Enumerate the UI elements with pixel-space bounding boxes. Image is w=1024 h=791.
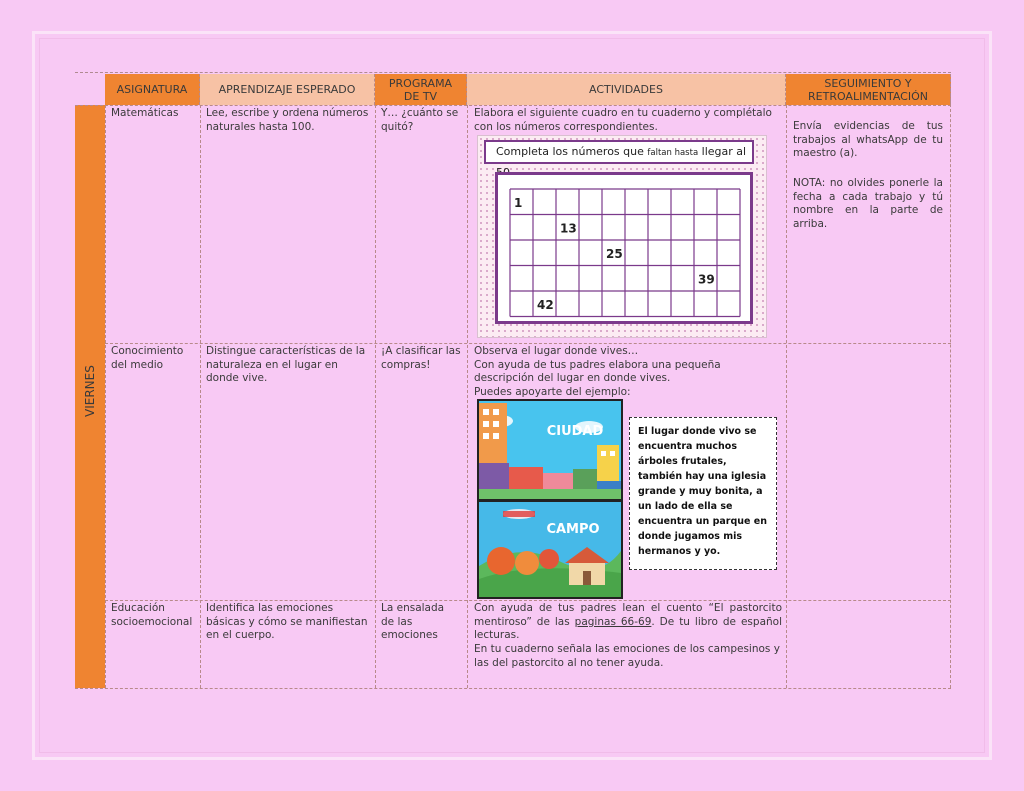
grid-line: [950, 74, 951, 688]
grid-number: 42: [537, 298, 554, 312]
row1-programa: Y… ¿cuánto se quitó?: [381, 107, 459, 133]
header-actividades: [467, 74, 786, 105]
row3-actividades-1c: . De tu libro de español lecturas.: [474, 615, 782, 641]
row3-actividades-2: En tu cuaderno señala las emociones de los campesinos y las del pastorcito al no tener ayuda.: [474, 643, 780, 669]
row3-actividades-1a: Con ayuda de tus padres lean el cuento “El pastorcito mentiroso” de las: [474, 602, 782, 628]
city-country-illustration: [477, 399, 623, 599]
grid-number: 39: [698, 272, 715, 287]
illustration-svg: [479, 401, 621, 597]
header-asignatura: [105, 74, 200, 105]
example-text-box: [629, 417, 777, 570]
grid-number: 1: [514, 196, 523, 210]
table-top-rule: [75, 72, 951, 73]
header-aprendizaje-label: APRENDIZAJE ESPERADO: [218, 83, 356, 96]
grid-line: [75, 105, 951, 106]
grid-line: [75, 688, 951, 689]
header-aprendizaje: [200, 74, 375, 105]
row2-asignatura: Conocimiento del medio: [111, 345, 184, 371]
row1-actividades: Elabora el siguiente cuadro en tu cuaderno y complétalo con los números correspondientes.: [474, 107, 772, 133]
grid-number: 25: [606, 247, 623, 261]
row3-programa: La ensalada de las emociones: [381, 602, 445, 641]
day-label: VIERNES: [83, 365, 97, 417]
header-actividades-label: ACTIVIDADES: [589, 83, 663, 96]
row3-asignatura: Educación socioemocional: [111, 602, 193, 628]
number-grid-svg: [498, 175, 750, 321]
city-label: CIUDAD: [546, 424, 604, 439]
row2-programa: ¡A clasificar las compras!: [381, 345, 461, 371]
grid-number: 13: [560, 221, 577, 236]
country-label: CAMPO: [546, 522, 600, 537]
header-asignatura-label: ASIGNATURA: [116, 83, 188, 96]
example-text: El lugar donde vivo se encuentra muchos árboles frutales, también hay una iglesia grande y muy bonita, a un lado de ella se encuentra un parque en donde jugamos mis hermanos y yo.: [638, 426, 768, 557]
row3-aprendizaje: Identifica las emociones básicas y cómo se manifiestan en el cuerpo.: [206, 602, 368, 641]
seguimiento-text-1: Envía evidencias de tus trabajos al whatsApp de tu maestro (a).: [793, 120, 943, 159]
row2-aprendizaje: Distingue características de la naturaleza en el lugar en donde vive.: [206, 345, 366, 384]
header-programa-label: PROGRAMA DE TV: [388, 76, 453, 103]
grid-line: [105, 343, 951, 344]
row1-asignatura: Matemáticas: [111, 107, 179, 119]
worksheet-title-c: llegar al: [701, 145, 747, 158]
header-seguimiento: [786, 74, 951, 105]
row2-actividades-2: Con ayuda de tus padres elabora una pequeña descripción del lugar en donde vives.: [474, 358, 721, 384]
row3-actividades-1: [474, 602, 782, 643]
number-grid: [495, 172, 753, 324]
grid-line: [105, 600, 951, 601]
row3-actividades-link: paginas 66-69: [574, 615, 652, 628]
row2-actividades-3: Puedes apoyarte del ejemplo:: [474, 385, 631, 398]
seguimiento-text-2: NOTA: no olvides ponerle la fecha a cada trabajo y tú nombre en la parte de arriba.: [793, 177, 943, 230]
row2-actividades-1: Observa el lugar donde vives…: [474, 345, 639, 357]
worksheet-title: [484, 140, 754, 164]
worksheet-title-b: faltan hasta: [647, 148, 699, 158]
row1-aprendizaje: Lee, escribe y ordena números naturales hasta 100.: [206, 107, 369, 133]
worksheet-title-a: Completa los números que: [496, 145, 648, 158]
header-seguimiento-label: SEGUIMIENTO Y RETROALIMENTACIÓN: [808, 76, 928, 103]
header-programa: [375, 74, 467, 105]
